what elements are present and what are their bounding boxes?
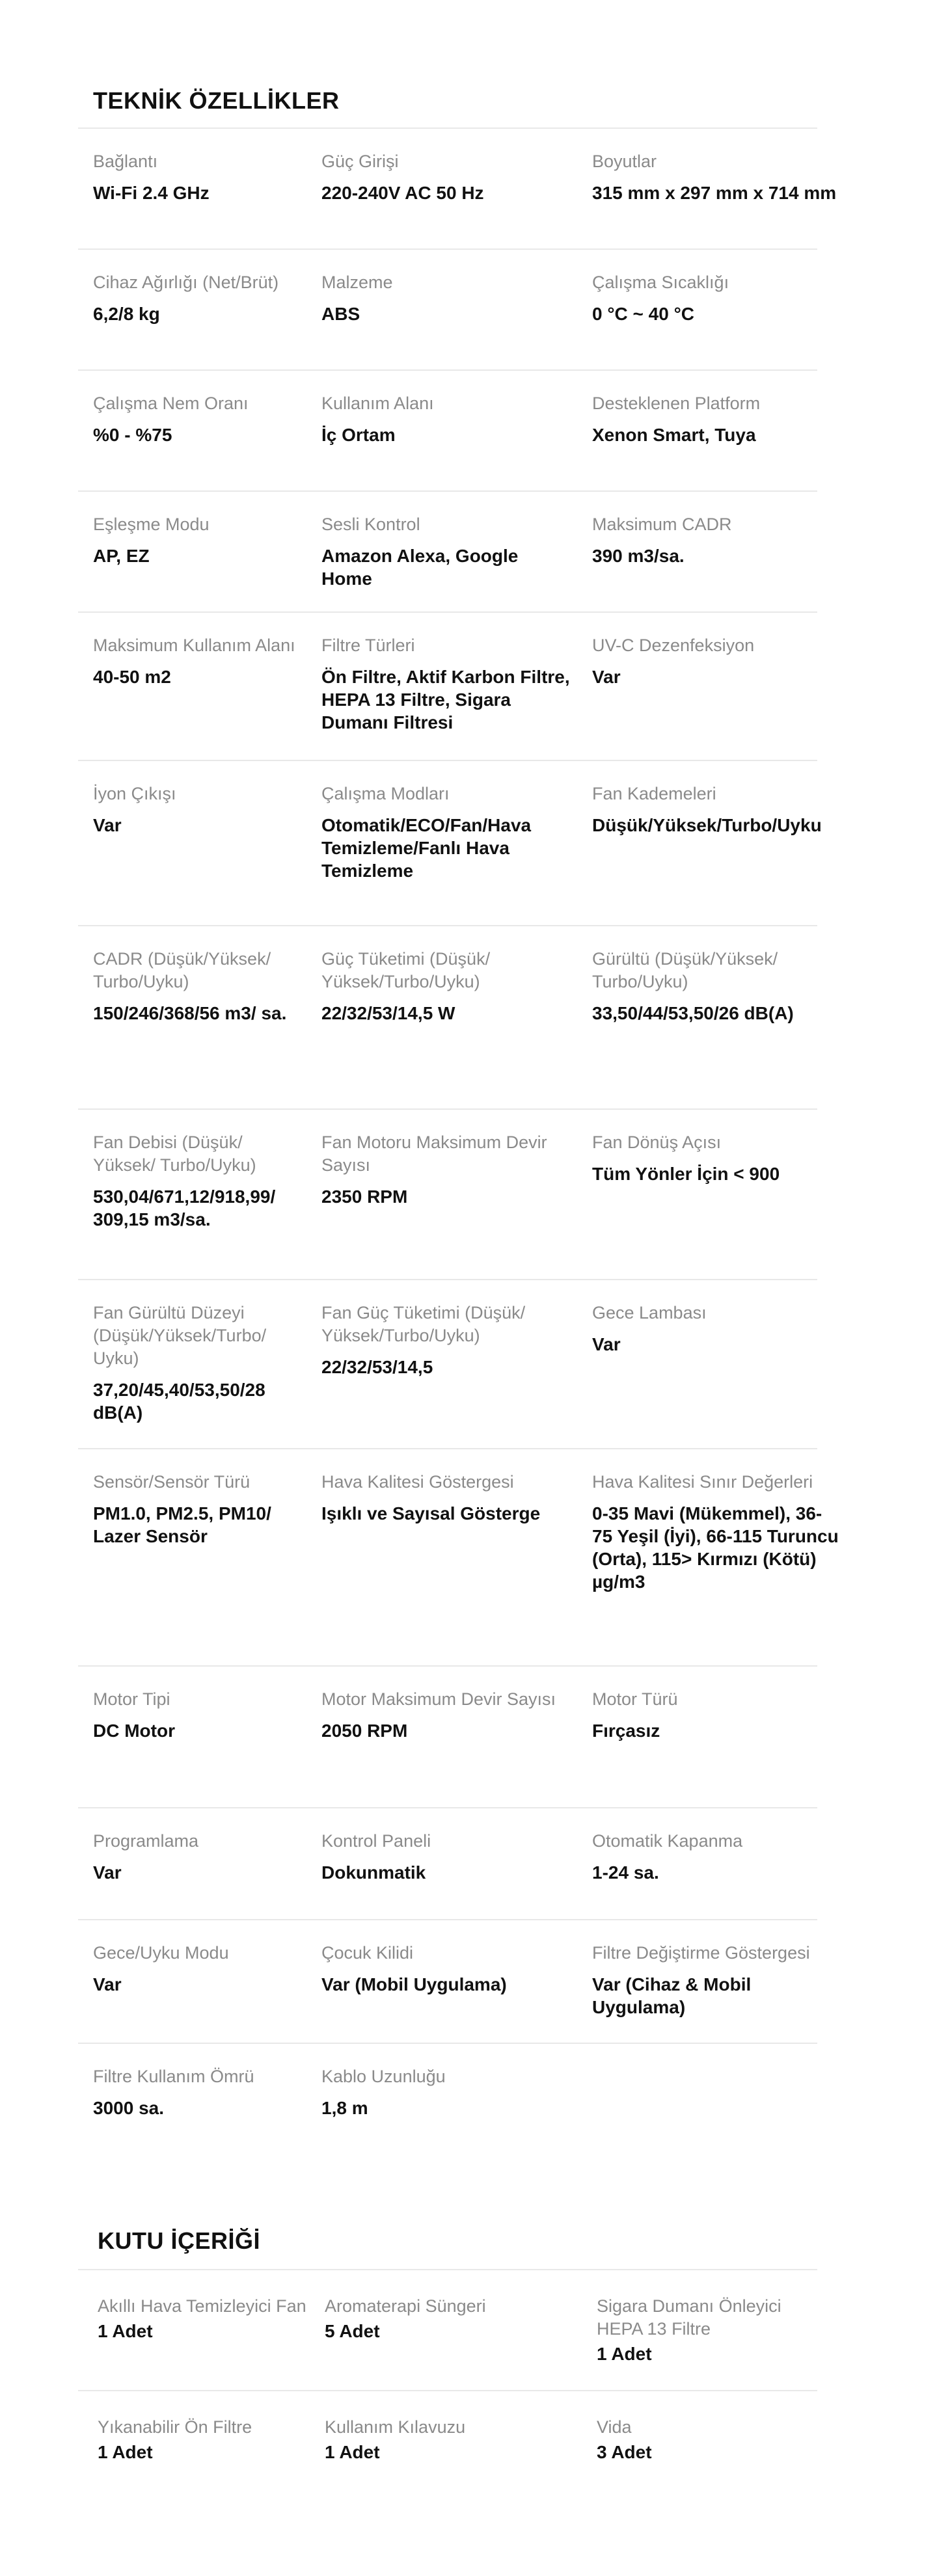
spec-value: Amazon Alexa, Google Home: [321, 546, 519, 589]
spec-cell: [592, 271, 839, 325]
spec-value: 530,04/671,12/918,99/ 309,15 m3/sa.: [93, 1187, 276, 1229]
spec-value: 2350 RPM: [321, 1187, 408, 1207]
spec-label: UV-C Dezenfeksiyon: [592, 636, 755, 655]
box-item-name: Aromaterapi Süngeri: [325, 2296, 486, 2316]
spec-value: Işıklı ve Sayısal Gösterge: [321, 1503, 541, 1523]
spec-value: Ön Filtre, Aktif Karbon Filtre, HEPA 13 Filtre, Sigara Dumanı Filtresi: [321, 667, 570, 732]
spec-label: Fan Debisi (Düşük/ Yüksek/ Turbo/Uyku): [93, 1133, 256, 1175]
spec-cell: [321, 783, 572, 882]
spec-row: [0, 1808, 937, 1920]
spec-label: Programlama: [93, 1831, 199, 1851]
spec-label: Maksimum Kullanım Alanı: [93, 636, 295, 655]
spec-label: Desteklenen Platform: [592, 394, 761, 413]
spec-label: Fan Gürültü Düzeyi (Düşük/Yüksek/Turbo/ Uyku): [93, 1303, 267, 1368]
spec-value: 1-24 sa.: [592, 1862, 659, 1883]
spec-cell: [321, 1830, 572, 1884]
spec-label: İyon Çıkışı: [93, 784, 176, 803]
spec-label: Bağlantı: [93, 152, 158, 171]
spec-cell: [321, 271, 572, 325]
spec-cell: [592, 948, 839, 1025]
box-item-name: Akıllı Hava Temizleyici Fan: [98, 2296, 306, 2316]
spec-label: Malzeme: [321, 273, 393, 292]
spec-value: 315 mm x 297 mm x 714 mm: [592, 183, 837, 203]
spec-cell: [592, 1471, 839, 1593]
spec-cell: [321, 1688, 572, 1742]
spec-row: [0, 613, 937, 761]
spec-cell: [592, 634, 839, 688]
spec-row: [0, 1280, 937, 1449]
spec-row: [0, 2044, 937, 2173]
spec-cell: [93, 1471, 308, 1548]
spec-value: 0-35 Mavi (Mükemmel), 36-75 Yeşil (İyi), 66-115 Turuncu (Orta), 115> Kırmızı (Kötü) µg/m3: [592, 1503, 839, 1592]
spec-label: Kontrol Paneli: [321, 1831, 431, 1851]
spec-cell: [93, 392, 308, 446]
spec-cell: [321, 634, 572, 734]
spec-value: Var: [93, 1862, 122, 1883]
spec-value: 22/32/53/14,5: [321, 1357, 433, 1377]
box-item: [325, 2295, 572, 2342]
spec-value: Fırçasız: [592, 1721, 660, 1741]
box-item-name: Vida: [597, 2417, 632, 2437]
spec-label: Maksimum CADR: [592, 515, 732, 534]
spec-value: 37,20/45,40/53,50/28 dB(A): [93, 1380, 265, 1423]
spec-label: Fan Dönüş Açısı: [592, 1133, 722, 1152]
spec-label: Gürültü (Düşük/Yüksek/ Turbo/Uyku): [592, 949, 778, 991]
tech-specs-title: TEKNİK ÖZELLİKLER: [93, 87, 340, 114]
spec-label: Fan Güç Tüketimi (Düşük/ Yüksek/Turbo/Uyku): [321, 1303, 526, 1345]
spec-label: Güç Girişi: [321, 152, 399, 171]
box-item-quantity: 1 Adet: [98, 2442, 153, 2462]
spec-label: Güç Tüketimi (Düşük/ Yüksek/Turbo/Uyku): [321, 949, 491, 991]
spec-value: Var: [93, 1974, 122, 1994]
spec-value: Var: [592, 1334, 621, 1354]
spec-value: 220-240V AC 50 Hz: [321, 183, 484, 203]
box-item-name: Sigara Dumanı Önleyici HEPA 13 Filtre: [597, 2296, 781, 2339]
spec-value: 22/32/53/14,5 W: [321, 1003, 455, 1023]
spec-label: Gece/Uyku Modu: [93, 1943, 229, 1963]
spec-row: [0, 129, 937, 250]
spec-row: [0, 492, 937, 613]
spec-value: Dokunmatik: [321, 1862, 426, 1883]
spec-row: [0, 761, 937, 926]
spec-row: [0, 371, 937, 492]
spec-cell: [321, 392, 572, 446]
spec-value: 6,2/8 kg: [93, 304, 160, 324]
spec-label: Hava Kalitesi Göstergesi: [321, 1472, 514, 1492]
spec-value: %0 - %75: [93, 425, 172, 445]
box-item-quantity: 3 Adet: [597, 2442, 652, 2462]
spec-row: [0, 250, 937, 371]
spec-cell: [93, 948, 308, 1025]
spec-label: Sesli Kontrol: [321, 515, 420, 534]
spec-cell: [321, 948, 572, 1025]
box-item: [325, 2416, 572, 2463]
spec-cell: [592, 1830, 839, 1884]
spec-cell: [592, 513, 839, 567]
spec-label: Fan Motoru Maksimum Devir Sayısı: [321, 1133, 547, 1175]
spec-cell: [592, 1302, 839, 1356]
spec-cell: [321, 1302, 572, 1378]
spec-cell: [93, 1688, 308, 1742]
spec-value: 40-50 m2: [93, 667, 171, 687]
spec-label: Sensör/Sensör Türü: [93, 1472, 251, 1492]
spec-value: Wi-Fi 2.4 GHz: [93, 183, 210, 203]
spec-cell: [93, 1131, 308, 1231]
spec-cell: [93, 513, 308, 567]
spec-label: Eşleşme Modu: [93, 515, 210, 534]
spec-label: Filtre Kullanım Ömrü: [93, 2067, 254, 2086]
spec-cell: [592, 150, 839, 204]
spec-cell: [321, 1131, 572, 1208]
spec-value: Var (Mobil Uygulama): [321, 1974, 507, 1994]
box-item-quantity: 1 Adet: [325, 2442, 380, 2462]
spec-cell: [93, 1830, 308, 1884]
box-item-quantity: 1 Adet: [597, 2344, 652, 2364]
spec-value: 3000 sa.: [93, 2098, 164, 2118]
box-item: [597, 2416, 831, 2463]
spec-label: Cihaz Ağırlığı (Net/Brüt): [93, 273, 279, 292]
spec-cell: [93, 2065, 308, 2119]
spec-label: Hava Kalitesi Sınır Değerleri: [592, 1472, 813, 1492]
spec-cell: [93, 783, 308, 837]
spec-cell: [321, 1471, 572, 1525]
spec-cell: [592, 783, 839, 837]
box-item-quantity: 1 Adet: [98, 2321, 153, 2341]
spec-cell: [93, 271, 308, 325]
box-item: [98, 2416, 312, 2463]
spec-value: Var: [592, 667, 621, 687]
spec-label: Çalışma Modları: [321, 784, 450, 803]
spec-value: AP, EZ: [93, 546, 150, 566]
spec-cell: [592, 1942, 839, 2019]
spec-cell: [93, 1942, 308, 1996]
spec-cell: [321, 1942, 572, 1996]
spec-label: Otomatik Kapanma: [592, 1831, 743, 1851]
box-contents-title: KUTU İÇERİĞİ: [98, 2227, 261, 2254]
spec-label: Çalışma Nem Oranı: [93, 394, 249, 413]
spec-label: Çalışma Sıcaklığı: [592, 273, 729, 292]
spec-value: 2050 RPM: [321, 1721, 408, 1741]
spec-value: Tüm Yönler İçin < 900: [592, 1164, 780, 1184]
spec-label: Filtre Türleri: [321, 636, 415, 655]
spec-label: Boyutlar: [592, 152, 657, 171]
box-item-name: Kullanım Kılavuzu: [325, 2417, 466, 2437]
spec-cell: [592, 1688, 839, 1742]
box-item: [98, 2295, 312, 2342]
spec-value: 33,50/44/53,50/26 dB(A): [592, 1003, 794, 1023]
spec-row: [0, 1110, 937, 1280]
spec-label: CADR (Düşük/Yüksek/ Turbo/Uyku): [93, 949, 271, 991]
spec-label: Motor Tipi: [93, 1689, 170, 1709]
spec-row: [0, 926, 937, 1110]
spec-cell: [93, 1302, 308, 1424]
spec-row: [0, 1667, 937, 1808]
box-row: [0, 2270, 937, 2391]
box-item-quantity: 5 Adet: [325, 2321, 380, 2341]
spec-value: Düşük/Yüksek/Turbo/Uyku: [592, 815, 822, 835]
spec-cell: [93, 634, 308, 688]
spec-label: Kablo Uzunluğu: [321, 2067, 446, 2086]
spec-value: Xenon Smart, Tuya: [592, 425, 756, 445]
spec-cell: [321, 2065, 572, 2119]
spec-value: DC Motor: [93, 1721, 175, 1741]
spec-row: [0, 1449, 937, 1667]
spec-label: Motor Türü: [592, 1689, 678, 1709]
spec-cell: [321, 150, 572, 204]
spec-value: 390 m3/sa.: [592, 546, 685, 566]
spec-label: Filtre Değiştirme Göstergesi: [592, 1943, 810, 1963]
spec-cell: [321, 513, 572, 590]
box-row: [0, 2391, 937, 2537]
spec-value: Var (Cihaz & Mobil Uygulama): [592, 1974, 752, 2017]
spec-value: ABS: [321, 304, 360, 324]
spec-label: Fan Kademeleri: [592, 784, 716, 803]
spec-value: İç Ortam: [321, 425, 396, 445]
spec-value: 150/246/368/56 m3/ sa.: [93, 1003, 287, 1023]
spec-label: Çocuk Kilidi: [321, 1943, 414, 1963]
spec-value: PM1.0, PM2.5, PM10/ Lazer Sensör: [93, 1503, 271, 1546]
spec-value: 0 °C ~ 40 °C: [592, 304, 695, 324]
spec-label: Kullanım Alanı: [321, 394, 434, 413]
box-item: [597, 2295, 831, 2365]
spec-value: Var: [93, 815, 122, 835]
spec-cell: [93, 150, 308, 204]
spec-value: Otomatik/ECO/Fan/Hava Temizleme/Fanlı Hava Temizleme: [321, 815, 532, 881]
spec-cell: [592, 392, 839, 446]
spec-cell: [592, 1131, 839, 1185]
spec-label: Gece Lambası: [592, 1303, 707, 1322]
spec-value: 1,8 m: [321, 2098, 368, 2118]
spec-label: Motor Maksimum Devir Sayısı: [321, 1689, 556, 1709]
box-item-name: Yıkanabilir Ön Filtre: [98, 2417, 252, 2437]
spec-row: [0, 1920, 937, 2044]
